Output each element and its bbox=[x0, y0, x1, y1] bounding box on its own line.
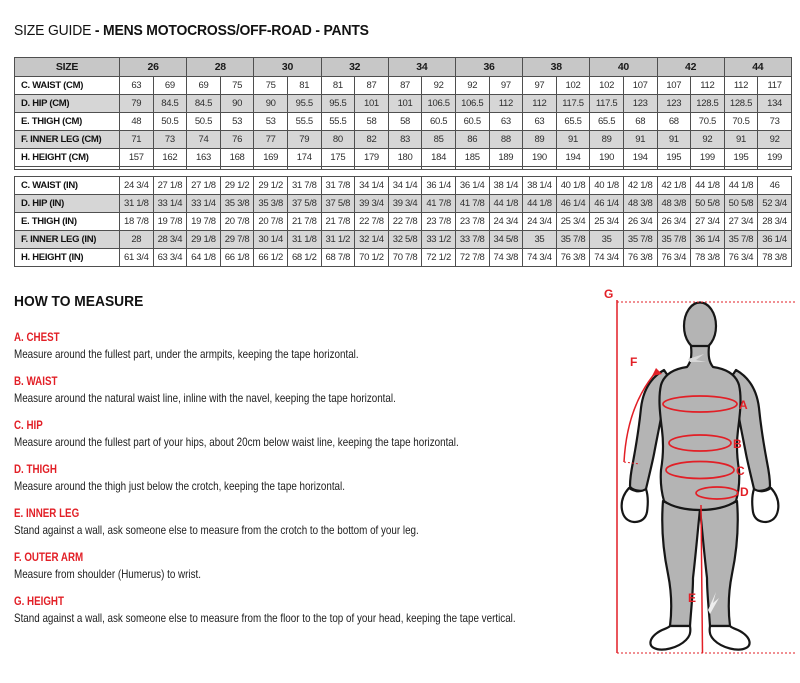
size-value-cell: 21 7/8 bbox=[321, 213, 355, 231]
size-value-cell: 31 1/8 bbox=[120, 195, 154, 213]
left-leg-shape bbox=[662, 501, 700, 626]
size-value-cell: 24 3/4 bbox=[120, 177, 154, 195]
size-value-cell: 58 bbox=[355, 113, 389, 131]
size-value-cell: 112 bbox=[724, 77, 758, 95]
size-value-cell: 134 bbox=[758, 95, 792, 113]
size-value-cell: 46 1/4 bbox=[590, 195, 624, 213]
row-label: F. INNER LEG (IN) bbox=[15, 231, 120, 249]
size-value-cell: 89 bbox=[523, 131, 557, 149]
figure-label-d: D bbox=[740, 485, 749, 499]
size-value-cell: 123 bbox=[657, 95, 691, 113]
size-value-cell: 28 bbox=[120, 231, 154, 249]
measure-item-label: A. CHEST bbox=[14, 332, 60, 344]
size-value-cell: 50.5 bbox=[153, 113, 187, 131]
size-value-cell: 44 1/8 bbox=[489, 195, 523, 213]
size-value-cell: 25 3/4 bbox=[556, 213, 590, 231]
size-column-header-36: 36 bbox=[455, 58, 522, 77]
measure-item-label: G. HEIGHT bbox=[14, 596, 64, 608]
size-value-cell: 76 bbox=[220, 131, 254, 149]
size-value-cell: 68 7/8 bbox=[321, 249, 355, 267]
right-leg-shape bbox=[700, 501, 738, 626]
size-value-cell: 63 3/4 bbox=[153, 249, 187, 267]
size-value-cell: 37 5/8 bbox=[287, 195, 321, 213]
size-value-cell: 81 bbox=[287, 77, 321, 95]
size-value-cell: 35 3/8 bbox=[254, 195, 288, 213]
size-value-cell: 42 1/8 bbox=[623, 177, 657, 195]
size-value-cell: 70 1/2 bbox=[355, 249, 389, 267]
size-value-cell: 65.5 bbox=[556, 113, 590, 131]
figure-label-e: E bbox=[688, 591, 697, 605]
size-value-cell: 76 3/8 bbox=[556, 249, 590, 267]
size-value-cell: 50 5/8 bbox=[724, 195, 758, 213]
measure-item-text: Measure from shoulder (Humerus) to wrist. bbox=[14, 567, 202, 581]
size-value-cell: 34 1/4 bbox=[355, 177, 389, 195]
measure-item-label: B. WAIST bbox=[14, 376, 58, 388]
size-value-cell: 72 1/2 bbox=[422, 249, 456, 267]
size-value-cell: 70.5 bbox=[724, 113, 758, 131]
measure-item-text: Measure around the thigh just below the crotch, keeping the tape horizontal. bbox=[14, 479, 345, 493]
size-value-cell: 33 1/4 bbox=[153, 195, 187, 213]
table-row bbox=[15, 149, 792, 167]
size-value-cell: 70.5 bbox=[691, 113, 725, 131]
size-value-cell: 29 1/2 bbox=[254, 177, 288, 195]
size-value-cell: 58 bbox=[388, 113, 422, 131]
size-value-cell: 190 bbox=[523, 149, 557, 167]
size-value-cell: 33 7/8 bbox=[455, 231, 489, 249]
size-value-cell: 106.5 bbox=[422, 95, 456, 113]
size-value-cell: 22 7/8 bbox=[388, 213, 422, 231]
table-row bbox=[15, 213, 792, 231]
size-value-cell: 65.5 bbox=[590, 113, 624, 131]
size-value-cell: 90 bbox=[220, 95, 254, 113]
size-value-cell: 80 bbox=[321, 131, 355, 149]
size-value-cell: 92 bbox=[691, 131, 725, 149]
size-value-cell: 95.5 bbox=[287, 95, 321, 113]
size-value-cell: 97 bbox=[523, 77, 557, 95]
size-value-cell: 78 3/8 bbox=[691, 249, 725, 267]
size-value-cell: 32 5/8 bbox=[388, 231, 422, 249]
measurement-figure bbox=[600, 288, 800, 678]
size-value-cell: 46 1/4 bbox=[556, 195, 590, 213]
size-value-cell: 66 1/8 bbox=[220, 249, 254, 267]
size-value-cell: 199 bbox=[691, 149, 725, 167]
size-value-cell: 72 7/8 bbox=[455, 249, 489, 267]
size-column-header-42: 42 bbox=[657, 58, 724, 77]
size-value-cell: 31 1/2 bbox=[321, 231, 355, 249]
size-value-cell: 28 3/4 bbox=[758, 213, 792, 231]
size-value-cell: 24 3/4 bbox=[523, 213, 557, 231]
size-value-cell: 74 3/4 bbox=[590, 249, 624, 267]
measure-item-text: Stand against a wall, ask someone else to measure from the floor to the top of your head, keeping the tape vertical. bbox=[14, 611, 516, 625]
size-value-cell: 87 bbox=[355, 77, 389, 95]
table-row bbox=[15, 249, 792, 267]
size-value-cell: 36 1/4 bbox=[758, 231, 792, 249]
size-value-cell: 112 bbox=[523, 95, 557, 113]
size-table-cm bbox=[14, 57, 792, 170]
measure-item-text: Measure around the fullest part, under the armpits, keeping the tape horizontal. bbox=[14, 347, 359, 361]
size-value-cell: 64 1/8 bbox=[187, 249, 221, 267]
size-value-cell: 25 3/4 bbox=[590, 213, 624, 231]
size-value-cell: 190 bbox=[590, 149, 624, 167]
size-value-cell: 66 1/2 bbox=[254, 249, 288, 267]
size-value-cell: 199 bbox=[758, 149, 792, 167]
size-value-cell: 33 1/2 bbox=[422, 231, 456, 249]
table-row bbox=[15, 95, 792, 113]
size-value-cell: 83 bbox=[388, 131, 422, 149]
table-row bbox=[15, 113, 792, 131]
size-value-cell: 35 7/8 bbox=[657, 231, 691, 249]
size-column-header-34: 34 bbox=[388, 58, 455, 77]
size-value-cell: 44 1/8 bbox=[523, 195, 557, 213]
size-value-cell: 79 bbox=[287, 131, 321, 149]
size-value-cell: 61 3/4 bbox=[120, 249, 154, 267]
size-value-cell: 44 1/8 bbox=[724, 177, 758, 195]
size-value-cell: 63 bbox=[523, 113, 557, 131]
size-value-cell: 23 7/8 bbox=[455, 213, 489, 231]
row-label: D. HIP (CM) bbox=[15, 95, 120, 113]
size-column-header-28: 28 bbox=[187, 58, 254, 77]
size-value-cell: 35 7/8 bbox=[724, 231, 758, 249]
size-value-cell: 40 1/8 bbox=[590, 177, 624, 195]
size-value-cell: 117 bbox=[758, 77, 792, 95]
size-value-cell: 37 5/8 bbox=[321, 195, 355, 213]
size-column-header-44: 44 bbox=[724, 58, 791, 77]
size-value-cell: 73 bbox=[153, 131, 187, 149]
size-column-header-40: 40 bbox=[590, 58, 657, 77]
measure-item-label: F. OUTER ARM bbox=[14, 552, 84, 564]
size-value-cell: 195 bbox=[657, 149, 691, 167]
measure-item-label: E. INNER LEG bbox=[14, 508, 80, 520]
size-value-cell: 112 bbox=[489, 95, 523, 113]
size-value-cell: 68 bbox=[623, 113, 657, 131]
size-value-cell: 79 bbox=[120, 95, 154, 113]
size-value-cell: 19 7/8 bbox=[187, 213, 221, 231]
measure-item-label: D. THIGH bbox=[14, 464, 57, 476]
size-value-cell: 26 3/4 bbox=[657, 213, 691, 231]
size-value-cell: 70 7/8 bbox=[388, 249, 422, 267]
size-column-header-30: 30 bbox=[254, 58, 321, 77]
size-value-cell: 75 bbox=[220, 77, 254, 95]
size-value-cell: 92 bbox=[455, 77, 489, 95]
size-value-cell: 35 7/8 bbox=[556, 231, 590, 249]
size-value-cell: 18 7/8 bbox=[120, 213, 154, 231]
size-value-cell: 27 1/8 bbox=[153, 177, 187, 195]
size-value-cell: 74 bbox=[187, 131, 221, 149]
table-row bbox=[15, 177, 792, 195]
row-label: H. HEIGHT (CM) bbox=[15, 149, 120, 167]
size-value-cell: 89 bbox=[590, 131, 624, 149]
size-value-cell: 28 3/4 bbox=[153, 231, 187, 249]
measure-item-label: C. HIP bbox=[14, 420, 43, 432]
torso-shape bbox=[659, 346, 740, 510]
size-value-cell: 46 bbox=[758, 177, 792, 195]
size-value-cell: 75 bbox=[254, 77, 288, 95]
size-value-cell: 20 7/8 bbox=[220, 213, 254, 231]
size-value-cell: 32 1/4 bbox=[355, 231, 389, 249]
figure-label-b: B bbox=[733, 437, 742, 451]
size-value-cell: 194 bbox=[556, 149, 590, 167]
right-foot-shape bbox=[710, 626, 750, 650]
size-value-cell: 91 bbox=[657, 131, 691, 149]
page-title-main: - MENS MOTOCROSS/OFF-ROAD - PANTS bbox=[94, 22, 369, 39]
size-value-cell: 128.5 bbox=[691, 95, 725, 113]
size-value-cell: 35 7/8 bbox=[623, 231, 657, 249]
page-title bbox=[14, 22, 369, 39]
size-value-cell: 95.5 bbox=[321, 95, 355, 113]
size-value-cell: 169 bbox=[254, 149, 288, 167]
size-value-cell: 82 bbox=[355, 131, 389, 149]
size-value-cell: 60.5 bbox=[455, 113, 489, 131]
size-value-cell: 38 1/4 bbox=[489, 177, 523, 195]
size-value-cell: 26 3/4 bbox=[623, 213, 657, 231]
size-value-cell: 179 bbox=[355, 149, 389, 167]
figure-label-g: G bbox=[604, 288, 614, 301]
size-value-cell: 112 bbox=[691, 77, 725, 95]
size-value-cell: 68 1/2 bbox=[287, 249, 321, 267]
left-hand-shape bbox=[622, 488, 648, 522]
size-value-cell: 31 7/8 bbox=[321, 177, 355, 195]
size-value-cell: 34 5/8 bbox=[489, 231, 523, 249]
size-value-cell: 48 3/8 bbox=[657, 195, 691, 213]
size-value-cell: 91 bbox=[556, 131, 590, 149]
size-value-cell: 27 3/4 bbox=[691, 213, 725, 231]
size-value-cell: 84.5 bbox=[153, 95, 187, 113]
size-value-cell: 189 bbox=[489, 149, 523, 167]
size-value-cell: 27 1/8 bbox=[187, 177, 221, 195]
size-value-cell: 180 bbox=[388, 149, 422, 167]
size-value-cell: 42 1/8 bbox=[657, 177, 691, 195]
size-value-cell: 68 bbox=[657, 113, 691, 131]
size-value-cell: 55.5 bbox=[287, 113, 321, 131]
table-row bbox=[15, 77, 792, 95]
size-value-cell: 55.5 bbox=[321, 113, 355, 131]
size-table bbox=[14, 57, 791, 267]
size-value-cell: 97 bbox=[489, 77, 523, 95]
size-value-cell: 41 7/8 bbox=[455, 195, 489, 213]
size-corner-cell: SIZE bbox=[15, 58, 120, 77]
size-value-cell: 24 3/4 bbox=[489, 213, 523, 231]
size-value-cell: 84.5 bbox=[187, 95, 221, 113]
size-value-cell: 52 3/4 bbox=[758, 195, 792, 213]
size-value-cell: 21 7/8 bbox=[287, 213, 321, 231]
figure-label-c: C bbox=[736, 464, 745, 478]
size-value-cell: 168 bbox=[220, 149, 254, 167]
size-column-header-26: 26 bbox=[120, 58, 187, 77]
size-value-cell: 92 bbox=[422, 77, 456, 95]
size-value-cell: 30 1/4 bbox=[254, 231, 288, 249]
size-value-cell: 194 bbox=[623, 149, 657, 167]
size-column-header-32: 32 bbox=[321, 58, 388, 77]
how-to-measure-heading: HOW TO MEASURE bbox=[14, 293, 144, 310]
size-value-cell: 77 bbox=[254, 131, 288, 149]
size-value-cell: 36 1/4 bbox=[422, 177, 456, 195]
size-value-cell: 163 bbox=[187, 149, 221, 167]
size-value-cell: 29 1/2 bbox=[220, 177, 254, 195]
row-label: E. THIGH (CM) bbox=[15, 113, 120, 131]
size-value-cell: 48 bbox=[120, 113, 154, 131]
right-hand-shape bbox=[752, 488, 778, 522]
size-value-cell: 78 3/8 bbox=[758, 249, 792, 267]
size-value-cell: 19 7/8 bbox=[153, 213, 187, 231]
size-value-cell: 40 1/8 bbox=[556, 177, 590, 195]
size-value-cell: 31 7/8 bbox=[287, 177, 321, 195]
size-value-cell: 90 bbox=[254, 95, 288, 113]
size-value-cell: 87 bbox=[388, 77, 422, 95]
size-value-cell: 174 bbox=[287, 149, 321, 167]
size-table-in bbox=[14, 176, 792, 267]
row-label: D. HIP (IN) bbox=[15, 195, 120, 213]
size-value-cell: 128.5 bbox=[724, 95, 758, 113]
size-value-cell: 36 1/4 bbox=[455, 177, 489, 195]
size-value-cell: 35 3/8 bbox=[220, 195, 254, 213]
size-value-cell: 157 bbox=[120, 149, 154, 167]
size-value-cell: 101 bbox=[388, 95, 422, 113]
size-value-cell: 35 bbox=[590, 231, 624, 249]
size-value-cell: 69 bbox=[153, 77, 187, 95]
measure-item-text: Measure around the fullest part of your hips, about 20cm below waist line, keeping the tape horizontal. bbox=[14, 435, 459, 449]
size-value-cell: 102 bbox=[556, 77, 590, 95]
size-value-cell: 91 bbox=[623, 131, 657, 149]
figure-label-f: F bbox=[630, 355, 638, 369]
size-value-cell: 39 3/4 bbox=[355, 195, 389, 213]
size-value-cell: 29 7/8 bbox=[220, 231, 254, 249]
row-label: C. WAIST (CM) bbox=[15, 77, 120, 95]
size-value-cell: 88 bbox=[489, 131, 523, 149]
size-value-cell: 41 7/8 bbox=[422, 195, 456, 213]
size-value-cell: 60.5 bbox=[422, 113, 456, 131]
row-label: F. INNER LEG (CM) bbox=[15, 131, 120, 149]
size-value-cell: 107 bbox=[623, 77, 657, 95]
size-value-cell: 175 bbox=[321, 149, 355, 167]
page-title-prefix: SIZE GUIDE bbox=[14, 22, 92, 39]
size-value-cell: 73 bbox=[758, 113, 792, 131]
body-diagram bbox=[600, 288, 800, 678]
size-value-cell: 20 7/8 bbox=[254, 213, 288, 231]
size-value-cell: 195 bbox=[724, 149, 758, 167]
measure-item-text: Measure around the natural waist line, inline with the navel, keeping the tape horizontal. bbox=[14, 391, 396, 405]
size-value-cell: 86 bbox=[455, 131, 489, 149]
size-value-cell: 31 1/8 bbox=[287, 231, 321, 249]
size-value-cell: 22 7/8 bbox=[355, 213, 389, 231]
row-label: E. THIGH (IN) bbox=[15, 213, 120, 231]
size-value-cell: 44 1/8 bbox=[691, 177, 725, 195]
size-value-cell: 76 3/8 bbox=[623, 249, 657, 267]
size-value-cell: 117.5 bbox=[556, 95, 590, 113]
row-label: H. HEIGHT (IN) bbox=[15, 249, 120, 267]
row-label: C. WAIST (IN) bbox=[15, 177, 120, 195]
size-value-cell: 102 bbox=[590, 77, 624, 95]
size-value-cell: 81 bbox=[321, 77, 355, 95]
size-value-cell: 50 5/8 bbox=[691, 195, 725, 213]
size-value-cell: 48 3/8 bbox=[623, 195, 657, 213]
measure-item-text: Stand against a wall, ask someone else to measure from the crotch to the bottom of your leg. bbox=[14, 523, 419, 537]
size-value-cell: 184 bbox=[422, 149, 456, 167]
size-value-cell: 34 1/4 bbox=[388, 177, 422, 195]
size-value-cell: 123 bbox=[623, 95, 657, 113]
size-value-cell: 39 3/4 bbox=[388, 195, 422, 213]
size-value-cell: 69 bbox=[187, 77, 221, 95]
size-value-cell: 76 3/4 bbox=[724, 249, 758, 267]
size-value-cell: 63 bbox=[489, 113, 523, 131]
size-value-cell: 74 3/4 bbox=[523, 249, 557, 267]
size-value-cell: 76 3/4 bbox=[657, 249, 691, 267]
head-shape bbox=[684, 303, 716, 350]
size-value-cell: 29 1/8 bbox=[187, 231, 221, 249]
table-row bbox=[15, 195, 792, 213]
size-value-cell: 53 bbox=[220, 113, 254, 131]
left-foot-shape bbox=[650, 626, 690, 650]
figure-label-a: A bbox=[739, 398, 748, 412]
size-value-cell: 35 bbox=[523, 231, 557, 249]
size-value-cell: 27 3/4 bbox=[724, 213, 758, 231]
size-value-cell: 71 bbox=[120, 131, 154, 149]
size-value-cell: 92 bbox=[758, 131, 792, 149]
size-value-cell: 162 bbox=[153, 149, 187, 167]
human-silhouette bbox=[622, 303, 779, 650]
size-value-cell: 185 bbox=[455, 149, 489, 167]
size-value-cell: 53 bbox=[254, 113, 288, 131]
size-value-cell: 33 1/4 bbox=[187, 195, 221, 213]
size-header-row bbox=[15, 58, 792, 77]
size-value-cell: 23 7/8 bbox=[422, 213, 456, 231]
size-value-cell: 107 bbox=[657, 77, 691, 95]
size-value-cell: 85 bbox=[422, 131, 456, 149]
size-value-cell: 91 bbox=[724, 131, 758, 149]
table-row bbox=[15, 231, 792, 249]
size-column-header-38: 38 bbox=[523, 58, 590, 77]
size-value-cell: 63 bbox=[120, 77, 154, 95]
size-value-cell: 101 bbox=[355, 95, 389, 113]
size-value-cell: 117.5 bbox=[590, 95, 624, 113]
size-value-cell: 36 1/4 bbox=[691, 231, 725, 249]
size-value-cell: 74 3/8 bbox=[489, 249, 523, 267]
size-value-cell: 50.5 bbox=[187, 113, 221, 131]
table-row bbox=[15, 131, 792, 149]
size-value-cell: 38 1/4 bbox=[523, 177, 557, 195]
size-value-cell: 106.5 bbox=[455, 95, 489, 113]
